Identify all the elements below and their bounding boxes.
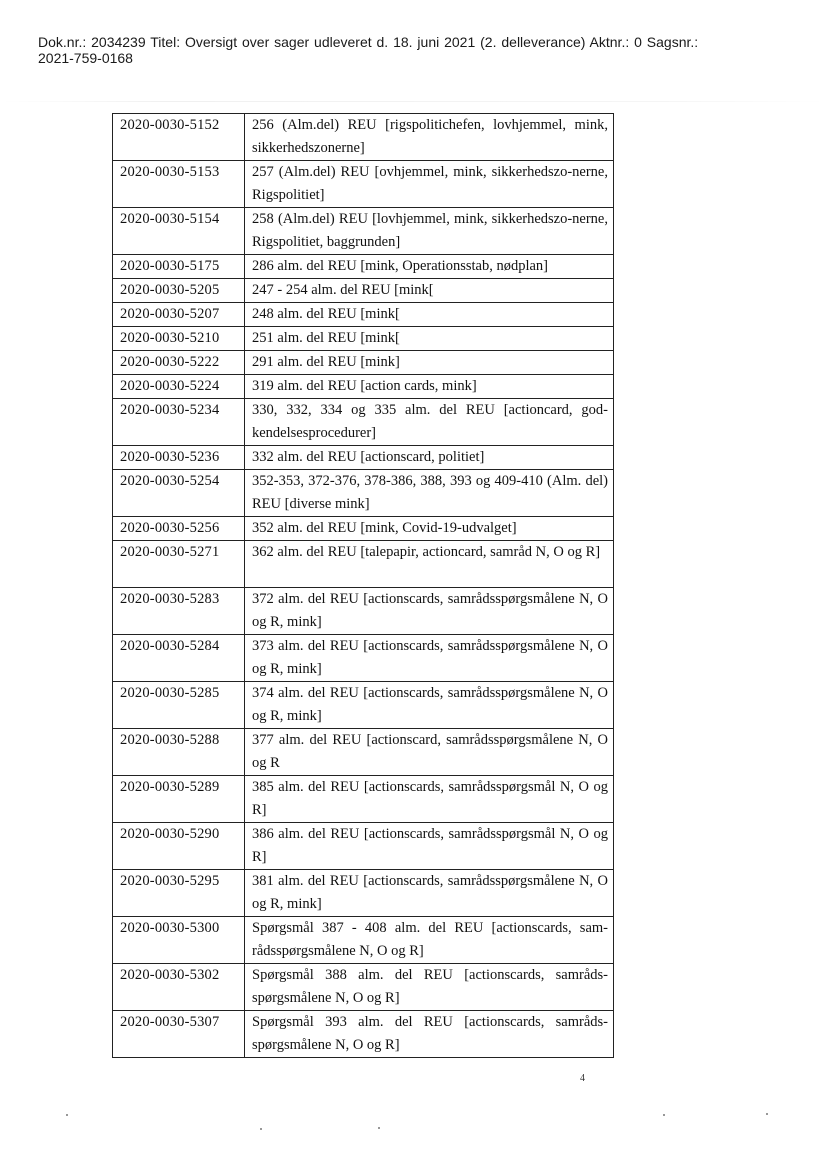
table-row xyxy=(113,776,614,823)
table-row xyxy=(113,870,614,917)
case-description: 248 alm. del REU [mink[ xyxy=(245,303,614,327)
table-row xyxy=(113,517,614,541)
case-description: 332 alm. del REU [actionscard, politiet] xyxy=(245,446,614,470)
case-description: Spørgsmål 387 - 408 alm. del REU [actionscards, sam-rådsspørgsmålene N, O og R] xyxy=(245,917,614,964)
case-number: 2020-0030-5284 xyxy=(113,635,245,682)
case-number: 2020-0030-5175 xyxy=(113,255,245,279)
case-description: 372 alm. del REU [actionscards, samrådsspørgsmålene N, O og R, mink] xyxy=(245,588,614,635)
case-description: 373 alm. del REU [actionscards, samrådsspørgsmålene N, O og R, mink] xyxy=(245,635,614,682)
case-description: 257 (Alm.del) REU [ovhjemmel, mink, sikkerhedszo-nerne, Rigspolitiet] xyxy=(245,161,614,208)
table-row xyxy=(113,1011,614,1058)
scan-speck xyxy=(378,1127,380,1129)
table-row xyxy=(113,208,614,255)
table-row xyxy=(113,375,614,399)
case-description: 352-353, 372-376, 378-386, 388, 393 og 409-410 (Alm. del) REU [diverse mink] xyxy=(245,470,614,517)
case-number: 2020-0030-5307 xyxy=(113,1011,245,1058)
page-number: 4 xyxy=(580,1073,585,1084)
case-description: 352 alm. del REU [mink, Covid-19-udvalget] xyxy=(245,517,614,541)
header-line-1: Dok.nr.: 2034239 Titel: Oversigt over sager udleveret d. 18. juni 2021 (2. delleverance) Aktnr.: 0 Sagsnr.: xyxy=(38,34,699,50)
header-line-2: 2021-759-0168 xyxy=(38,50,133,66)
case-description: 385 alm. del REU [actionscards, samrådsspørgsmål N, O og R] xyxy=(245,776,614,823)
table-row xyxy=(113,446,614,470)
case-description: 374 alm. del REU [actionscards, samrådsspørgsmålene N, O og R, mink] xyxy=(245,682,614,729)
table-row xyxy=(113,470,614,517)
table-row xyxy=(113,964,614,1011)
case-number: 2020-0030-5283 xyxy=(113,588,245,635)
case-description: 286 alm. del REU [mink, Operationsstab, nødplan] xyxy=(245,255,614,279)
case-number: 2020-0030-5152 xyxy=(113,114,245,161)
case-number: 2020-0030-5234 xyxy=(113,399,245,446)
table-row xyxy=(113,729,614,776)
case-description: 377 alm. del REU [actionscard, samrådsspørgsmålene N, O og R xyxy=(245,729,614,776)
case-number: 2020-0030-5153 xyxy=(113,161,245,208)
case-number: 2020-0030-5236 xyxy=(113,446,245,470)
case-number: 2020-0030-5210 xyxy=(113,327,245,351)
case-number: 2020-0030-5222 xyxy=(113,351,245,375)
document-header xyxy=(38,34,808,66)
table-row xyxy=(113,635,614,682)
table-row xyxy=(113,161,614,208)
table-row xyxy=(113,917,614,964)
table-row xyxy=(113,303,614,327)
table-row xyxy=(113,279,614,303)
case-description: 247 - 254 alm. del REU [mink[ xyxy=(245,279,614,303)
case-number: 2020-0030-5302 xyxy=(113,964,245,1011)
case-table xyxy=(112,113,614,1058)
case-number: 2020-0030-5271 xyxy=(113,541,245,588)
scan-speck xyxy=(260,1128,262,1130)
table-row xyxy=(113,255,614,279)
case-description: 381 alm. del REU [actionscards, samrådsspørgsmålene N, O og R, mink] xyxy=(245,870,614,917)
case-description: 251 alm. del REU [mink[ xyxy=(245,327,614,351)
case-description: 291 alm. del REU [mink] xyxy=(245,351,614,375)
scan-speck xyxy=(66,1114,68,1116)
case-description: 256 (Alm.del) REU [rigspolitichefen, lovhjemmel, mink, sikkerhedszonerne] xyxy=(245,114,614,161)
case-number: 2020-0030-5288 xyxy=(113,729,245,776)
scan-divider xyxy=(0,101,828,102)
scan-speck xyxy=(663,1114,665,1116)
case-number: 2020-0030-5207 xyxy=(113,303,245,327)
case-number: 2020-0030-5289 xyxy=(113,776,245,823)
table-row xyxy=(113,823,614,870)
case-description: 330, 332, 334 og 335 alm. del REU [actioncard, god-kendelsesprocedurer] xyxy=(245,399,614,446)
case-description: 386 alm. del REU [actionscards, samrådsspørgsmål N, O og R] xyxy=(245,823,614,870)
case-description: 319 alm. del REU [action cards, mink] xyxy=(245,375,614,399)
case-description: 362 alm. del REU [talepapir, actioncard, samråd N, O og R] xyxy=(245,541,614,588)
case-number: 2020-0030-5224 xyxy=(113,375,245,399)
case-number: 2020-0030-5254 xyxy=(113,470,245,517)
table-row xyxy=(113,399,614,446)
case-number: 2020-0030-5300 xyxy=(113,917,245,964)
case-number: 2020-0030-5290 xyxy=(113,823,245,870)
case-number: 2020-0030-5205 xyxy=(113,279,245,303)
table-row xyxy=(113,588,614,635)
case-description: Spørgsmål 388 alm. del REU [actionscards, samråds-spørgsmålene N, O og R] xyxy=(245,964,614,1011)
table-row xyxy=(113,114,614,161)
table-row xyxy=(113,682,614,729)
case-description: 258 (Alm.del) REU [lovhjemmel, mink, sikkerhedszo-nerne, Rigspolitiet, baggrunden] xyxy=(245,208,614,255)
case-number: 2020-0030-5295 xyxy=(113,870,245,917)
case-number: 2020-0030-5256 xyxy=(113,517,245,541)
scan-speck xyxy=(766,1113,768,1115)
table-row xyxy=(113,541,614,588)
table-row xyxy=(113,327,614,351)
table-row xyxy=(113,351,614,375)
case-description: Spørgsmål 393 alm. del REU [actionscards, samråds-spørgsmålene N, O og R] xyxy=(245,1011,614,1058)
case-number: 2020-0030-5285 xyxy=(113,682,245,729)
case-number: 2020-0030-5154 xyxy=(113,208,245,255)
